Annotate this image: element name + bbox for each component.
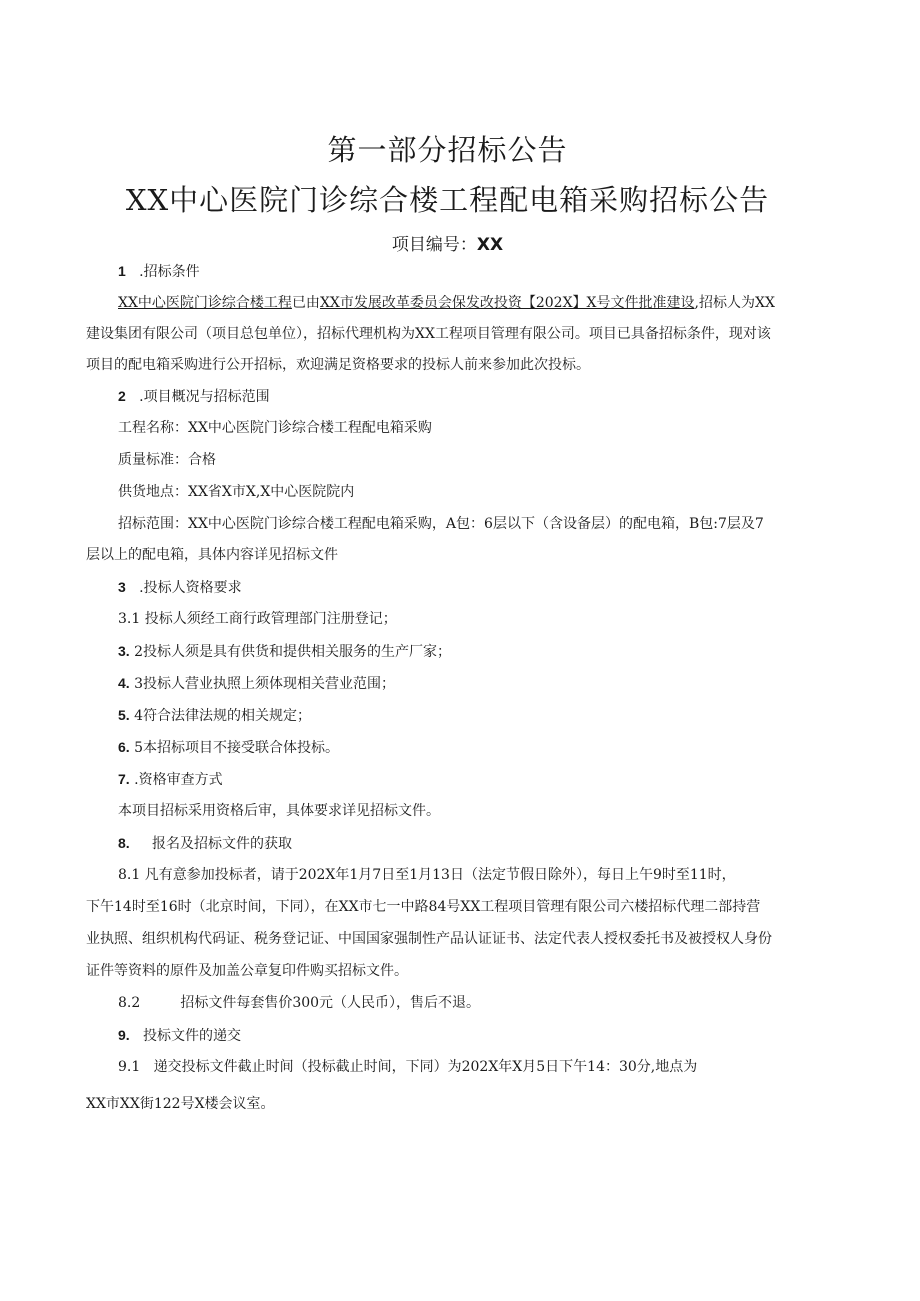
project-number-label: 项目编号： [391, 235, 477, 255]
section-8-1-line4: 证件等资料的原件及加盖公章复印件购买招标文件。 [86, 963, 408, 979]
text-fragment: 已由 [291, 295, 320, 311]
scope-line1: 招标范围：XX中心医院门诊综合楼工程配电箱采购，A包：6层以下（含设备层）的配电箱，B包:7层及7 [118, 516, 764, 532]
section-8-1-line1: 8.1 凡有意参加投标者，请于202X年1月7日至1月13日（法定节假日除外），每日上午9时至11时， [118, 867, 736, 883]
section-3-number: 3 [118, 579, 126, 595]
requirement-3-1: 3.1 投标人须经工商行政管理部门注册登记； [118, 611, 397, 627]
section-1-para-line1 [86, 294, 858, 312]
item-text: 5本招标项目不接受联合体投标。 [129, 740, 340, 756]
section-9-1-line2: XX市XX街122号X楼会议室。 [86, 1096, 275, 1112]
section-2-title: .项目概况与招标范围 [139, 389, 270, 405]
item-text: 2投标人须是具有供货和提供相关服务的生产厂家； [129, 644, 452, 660]
item-text: 4符合法律法规的相关规定； [129, 708, 312, 724]
quality-standard-line: 质量标准：合格 [118, 452, 216, 468]
section-1-title: .招标条件 [139, 264, 200, 280]
section-2-number: 2 [118, 388, 126, 404]
approval-doc-underlined: XX市发展改革委员会保发改投资【202X】X号文件批准建设 [319, 295, 695, 311]
project-number-value: XX [476, 235, 504, 255]
section-8-number: 8. [118, 835, 130, 851]
part-title: 第一部分招标公告 [327, 133, 568, 167]
item-number: 6. [118, 739, 130, 755]
scope-line2: 层以上的配电箱，具体内容详见招标文件 [86, 547, 338, 563]
section-7-heading [86, 770, 858, 789]
requirement-3-4 [86, 706, 858, 725]
project-name-line: 工程名称：XX中心医院门诊综合楼工程配电箱采购 [118, 420, 432, 436]
section-9-number: 9. [118, 1027, 130, 1043]
text-fragment: ,招标人为XX [694, 295, 775, 311]
requirement-3-2 [86, 642, 858, 661]
project-name-underlined: XX中心医院门诊综合楼工程 [118, 295, 292, 311]
section-9-1-line1: 9.1 递交投标文件截止时间（投标截止时间，下同）为202X年X月5日下午14：30分,地点为 [118, 1059, 698, 1075]
item-text: 3投标人营业执照上须体现相关营业范围； [129, 676, 396, 692]
requirement-3-5 [86, 738, 858, 757]
section-8-1-line2: 下午14时至16时（北京时间，下同），在XX市七一中路84号XX工程项目管理有限公司六楼招标代理二部持营 [86, 899, 761, 915]
item-number: 5. [118, 707, 130, 723]
section-9-title: 投标文件的递交 [143, 1028, 242, 1044]
section-7-title: .资格审查方式 [129, 772, 223, 788]
project-number [0, 230, 895, 255]
section-1-para-line3: 项目的配电箱采购进行公开招标，欢迎满足资格要求的投标人前来参加此次投标。 [86, 357, 590, 373]
item-number: 3. [118, 643, 130, 659]
section-1-number: 1 [118, 263, 126, 279]
section-8-title: 报名及招标文件的获取 [151, 836, 292, 852]
section-3-title: .投标人资格要求 [139, 580, 242, 596]
section-8-1-line3: 业执照、组织机构代码证、税务登记证、中国国家强制性产品认证证书、法定代表人授权委托书及被授权人身份 [86, 931, 772, 947]
section-1-heading [86, 262, 858, 281]
section-2-heading [86, 387, 858, 406]
section-1-para-line2: 建设集团有限公司（项目总包单位），招标代理机构为XX工程项目管理有限公司。项目已具备招标条件，现对该 [86, 326, 771, 342]
section-9-heading [86, 1026, 858, 1045]
section-8-heading [86, 834, 858, 853]
item-number: 4. [118, 675, 130, 691]
section-3-heading [86, 578, 858, 597]
announcement-title: XX中心医院门诊综合楼工程配电箱采购招标公告 [125, 183, 770, 217]
qualification-review-text: 本项目招标采用资格后审，具体要求详见招标文件。 [118, 803, 440, 819]
requirement-3-3 [86, 674, 858, 693]
section-7-number: 7. [118, 771, 130, 787]
section-8-2: 8.2 招标文件每套售价300元（人民币），售后不退。 [118, 995, 481, 1011]
delivery-place-line: 供货地点：XX省X市X,X中心医院院内 [118, 484, 355, 500]
